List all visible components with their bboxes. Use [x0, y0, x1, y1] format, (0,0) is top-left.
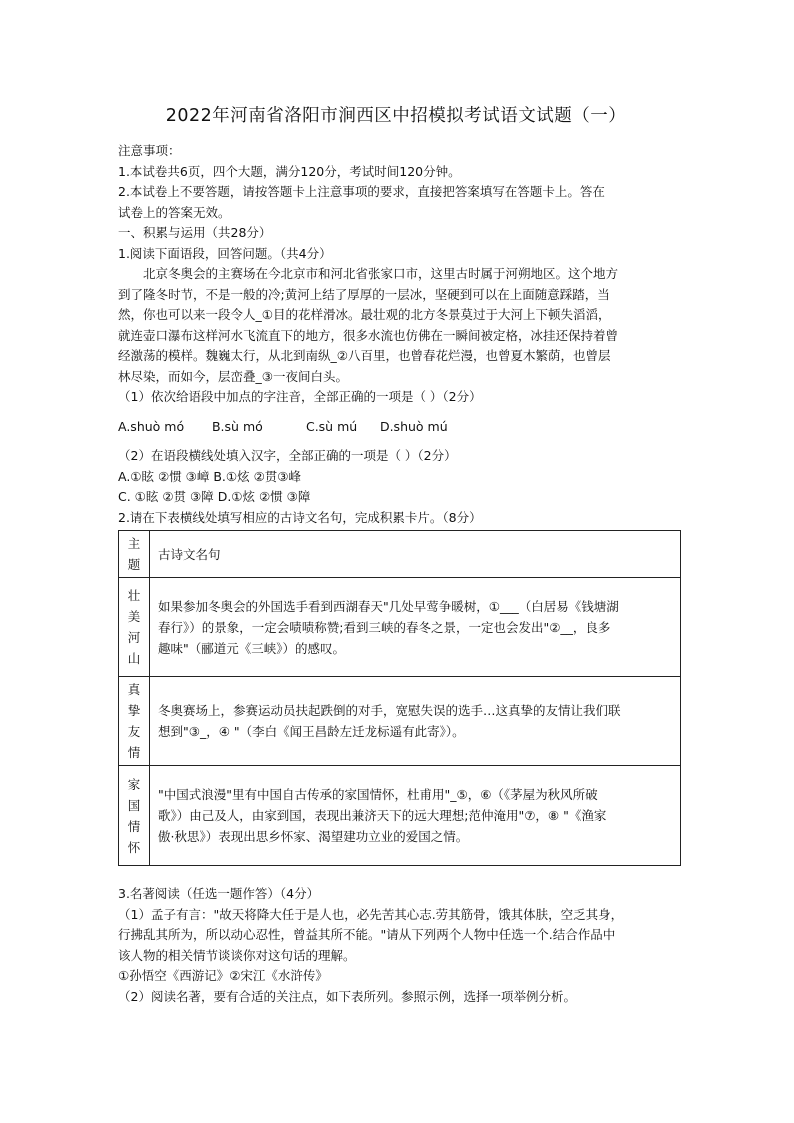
option-c: C.sù mú — [305, 418, 358, 434]
row-line: 想到"③_，④ "（李白《闻王昌龄左迁龙标遥有此寄》）。 — [158, 724, 465, 739]
table-row — [119, 578, 681, 677]
row-line: 歌》）由己及人，由家到国，表现出兼济天下的远大理想;范仲淹用"⑦，⑧ "《渔家 — [158, 808, 607, 823]
row-line: 如果参加冬奥会的外国选手看到西湖春天"几处早莺争暖树，①___（白居易《钱塘湖 — [158, 598, 619, 614]
row-line: "中国式浪漫"里有中国自古传承的家国情怀，杜甫用"_⑤，⑥（《茅屋为秋风所破 — [158, 787, 598, 802]
page-title: 2022年河南省洛阳市涧西区中招模拟考试语文试题（一） — [165, 106, 627, 126]
theme-char: 真 — [127, 682, 141, 697]
header-theme — [119, 531, 150, 578]
question-1-sub-2: （2）在语段横线处填入汉字，全部正确的一项是（ ）（2分） — [118, 448, 457, 463]
question-3-heading: 3.名著阅读（任选一题作答）（4分） — [118, 886, 320, 901]
exam-page — [118, 102, 684, 1007]
passage-line: 经激荡的模样。魏巍太行，从北到南纵_②八百里，也曾春花烂漫，也曾夏木繁荫，也曾层 — [118, 348, 611, 363]
question-3-sub-1-choices: ①孙悟空《西游记》②宋江《水浒传》 — [118, 968, 328, 983]
passage-line: 到了隆冬时节，不是一般的冷;黄河上结了厚厚的一层冰，坚硬到可以在上面随意踩踏，当 — [118, 286, 610, 302]
theme-char: 情 — [127, 818, 141, 834]
row-theme — [119, 677, 150, 766]
option-a: A.shuò mó — [118, 418, 185, 434]
row-theme — [119, 578, 150, 677]
header-content: 古诗文名句 — [150, 531, 681, 578]
row-theme-text — [119, 585, 149, 669]
notes-item-2-line-1: 2.本试卷上不要答题，请按答题卡上注意事项的要求，直接把答案填写在答题卡上。答在 — [118, 184, 605, 199]
question-1-heading: 1.阅读下面语段，回答问题。（共4分） — [118, 245, 332, 261]
option-d: D.shuò mú — [379, 418, 448, 434]
row-theme-text — [119, 774, 149, 858]
theme-char: 友 — [127, 724, 141, 739]
table-row — [119, 766, 681, 866]
notes-item-1: 1.本试卷共6页，四个大题，满分120分，考试时间120分钟。 — [118, 163, 461, 179]
row-line: 趣味"（郦道元《三峡》）的感叹。 — [158, 640, 346, 656]
question-3-sub-1-line: 行拂乱其所为，所以动心忍性，曾益其所不能。"请从下列两个人物中任选一个.结合作品中 — [118, 927, 616, 942]
notes-item-2-line-2: 试卷上的答案无效。 — [118, 204, 231, 220]
passage-line: 然，你也可以来一段令人_①目的花样滑冰。最壮观的北方冬景莫过于大河上下顿失滔滔， — [118, 307, 611, 322]
row-line: 春行》）的景象，一定会啧啧称赞;看到三峡的春冬之景，一定也会发出"②__，良多 — [158, 619, 611, 635]
question-1-sub-1-options — [118, 417, 684, 438]
row-content — [150, 578, 681, 677]
question-1-sub-2-options-line-1: A.①眩 ②惯 ③嶂 B.①炫 ②贯③峰 — [118, 468, 301, 484]
poetry-card-table — [118, 530, 681, 866]
question-3-sub-1-line: （1）孟子有言："故天将降大任于是人也，必先苦其心志.劳其筋骨，饿其体肤，空乏其身， — [118, 906, 624, 922]
row-content — [150, 677, 681, 766]
question-1-passage — [118, 264, 684, 387]
row-content — [150, 766, 681, 866]
option-b: B.sù mó — [211, 418, 263, 434]
passage-line: 就连壶口瀑布这样河水飞流直下的地方，很多水流也仿佛在一瞬间被定格，冰挂还保持着曾 — [118, 327, 619, 343]
theme-char: 主 — [127, 536, 141, 551]
theme-char: 壮 — [127, 588, 141, 603]
row-theme — [119, 766, 150, 866]
theme-char: 家 — [127, 776, 141, 792]
theme-char: 美 — [127, 609, 141, 624]
table-header-row — [119, 531, 681, 578]
theme-char: 怀 — [127, 839, 141, 855]
theme-char: 河 — [127, 630, 141, 645]
theme-char: 国 — [127, 797, 141, 813]
header-theme-text — [119, 533, 149, 575]
row-line: 傲·秋思》）表现出思乡怀家、渴望建功立业的爱国之情。 — [158, 829, 469, 844]
theme-char: 山 — [127, 651, 141, 666]
theme-char: 情 — [127, 745, 141, 760]
section-1-heading: 一、积累与运用（共28分） — [118, 225, 272, 240]
question-1-sub-1: （1）依次给语段中加点的字注音，全部正确的一项是（ ）（2分） — [118, 389, 482, 404]
question-3-sub-1-line: 该人物的相关情节谈谈你对这句话的理解。 — [118, 947, 356, 963]
row-line: 冬奥赛场上，参赛运动员扶起跌倒的对手，宽慰失误的选手…这真挚的友情让我们联 — [158, 703, 621, 718]
table-row — [119, 677, 681, 766]
row-theme-text — [119, 679, 149, 763]
question-1-sub-2-options-line-2: C. ①眩 ②贯 ③障 D.①炫 ②惯 ③障 — [118, 489, 311, 504]
theme-char: 挚 — [127, 703, 141, 718]
passage-line: 北京冬奥会的主赛场在今北京市和河北省张家口市，这里古时属于河朔地区。这个地方 — [143, 266, 619, 281]
passage-line: 林尽染，而如今，层峦叠_③一夜间白头。 — [118, 368, 348, 384]
notes-heading: 注意事项： — [118, 143, 181, 158]
question-3-sub-2: （2）阅读名著，要有合适的关注点，如下表所列。参照示例，选择一项举例分析。 — [118, 988, 576, 1004]
theme-char: 题 — [127, 557, 141, 572]
question-2-heading: 2.请在下表横线处填写相应的古诗文名句，完成积累卡片。（8分） — [118, 509, 482, 525]
